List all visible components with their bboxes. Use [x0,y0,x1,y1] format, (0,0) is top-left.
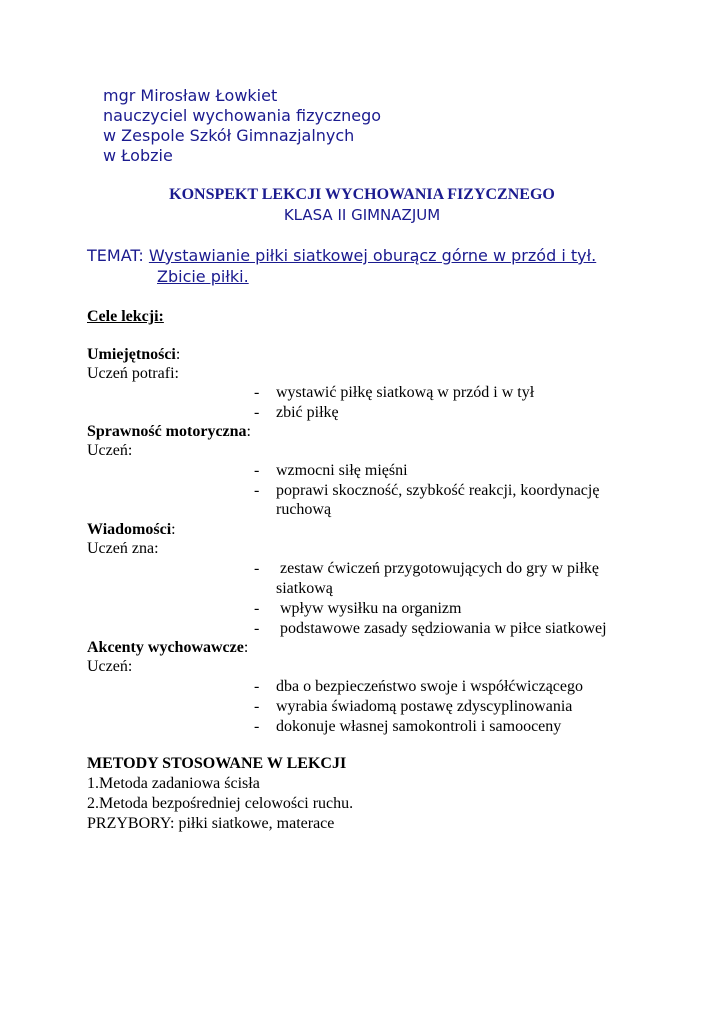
list-dash: - [254,462,260,479]
list-dash: - [254,698,260,715]
skills-item-1: wystawić piłkę siatkową w przód i w tył [276,384,535,401]
author-name: mgr Mirosław Łowkiet [103,86,278,105]
topic-line-1 [87,246,596,265]
list-dash: - [254,678,260,695]
skills-intro: Uczeń potrafi: [87,365,179,382]
methods-heading: METODY STOSOWANE W LEKCJI [87,755,347,772]
list-dash: - [254,718,260,735]
motor-item-2: poprawi skoczność, szybkość reakcji, koordynację [276,482,600,499]
knowledge-label: Wiadomości: [87,521,176,538]
motor-item-1: wzmocni siłę mięśni [276,462,408,479]
skills-item-2: zbić piłkę [276,404,339,421]
document-subtitle: KLASA II GIMNAZJUM [283,206,441,224]
list-dash: - [254,620,260,637]
educational-intro: Uczeń: [87,658,133,675]
knowledge-item-1: zestaw ćwiczeń przygotowujących do gry w piłkę [280,560,599,577]
educational-item-2: wyrabia świadomą postawę zdyscyplinowania [276,698,573,715]
educational-item-1: dba o bezpieczeństwo swoje i współćwiczącego [276,678,583,695]
method-item-2: 2.Metoda bezpośredniej celowości ruchu. [87,795,354,812]
author-school: w Zespole Szkół Gimnazjalnych [103,126,355,145]
knowledge-item-2: wpływ wysiłku na organizm [280,600,462,617]
equipment-line: PRZYBORY: piłki siatkowe, materace [87,815,335,832]
knowledge-item-3: podstawowe zasady sędziowania w piłce siatkowej [280,620,607,637]
skills-label: Umiejętności: [87,346,181,363]
author-town: w Łobzie [103,146,173,165]
goals-heading: Cele lekcji: [87,308,164,325]
educational-label: Akcenty wychowawcze: [87,639,249,656]
motor-item-2-cont: ruchową [276,501,332,518]
author-role: nauczyciel wychowania fizycznego [103,106,382,125]
list-dash: - [254,600,260,617]
list-dash: - [254,482,260,499]
topic-text-2: Zbicie piłki. [157,267,249,286]
list-dash: - [254,384,260,401]
list-dash: - [254,560,260,577]
educational-item-3: dokonuje własnej samokontroli i samooceny [276,718,562,735]
knowledge-intro: Uczeń zna: [87,540,159,557]
topic-label: TEMAT: [87,246,149,265]
motor-label: Sprawność motoryczna: [87,423,251,440]
method-item-1: 1.Metoda zadaniowa ścisła [87,775,260,792]
topic-text-1: Wystawianie piłki siatkowej oburącz górne w przód i tył. [148,246,597,265]
knowledge-item-1-cont: siatkową [276,580,333,597]
list-dash: - [254,404,260,421]
document-title: KONSPEKT LEKCJI WYCHOWANIA FIZYCZNEGO [169,186,555,203]
motor-intro: Uczeń: [87,442,133,459]
